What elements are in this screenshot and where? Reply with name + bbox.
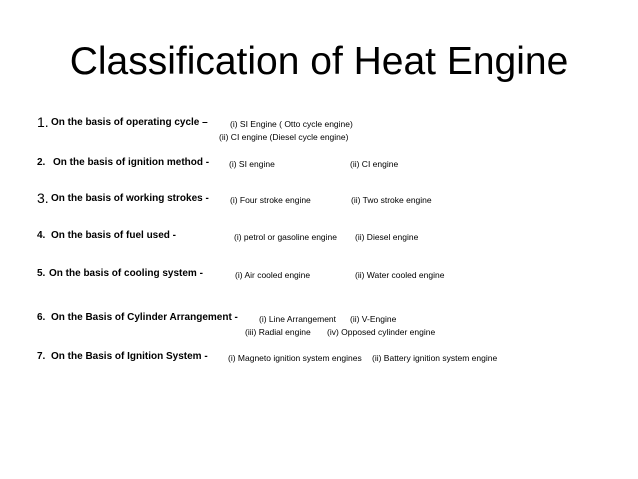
item-heading: On the basis of ignition method - xyxy=(53,157,210,168)
item-option: (i) SI engine xyxy=(229,159,275,169)
item-number: 5. xyxy=(37,268,46,279)
item-number: 7. xyxy=(37,351,46,362)
item-number: 3. xyxy=(37,190,49,206)
item-option: (i) Air cooled engine xyxy=(235,270,311,280)
item-option: (i) Four stroke engine xyxy=(230,195,311,205)
item-option: (ii) Two stroke engine xyxy=(351,195,432,205)
item-option: (ii) Water cooled engine xyxy=(355,270,445,280)
item-number: 2. xyxy=(37,157,46,168)
item-option: (ii) V-Engine xyxy=(350,314,397,324)
item-heading: On the basis of working strokes - xyxy=(51,193,209,204)
item-heading: On the basis of fuel used - xyxy=(51,230,177,241)
item-number: 6. xyxy=(37,312,46,323)
item-number: 1. xyxy=(37,114,49,130)
item-option: (ii) CI engine xyxy=(350,159,399,169)
item-heading: On the Basis of Ignition System - xyxy=(51,351,208,362)
item-number: 4. xyxy=(37,230,46,241)
item-option: (i) Magneto ignition system engines xyxy=(228,353,362,363)
item-option: (iii) Radial engine xyxy=(245,327,311,337)
item-option: (ii) CI engine (Diesel cycle engine) xyxy=(219,132,349,142)
item-heading: On the basis of operating cycle – xyxy=(51,117,208,128)
item-option: (i) petrol or gasoline engine xyxy=(234,232,338,242)
item-heading: On the basis of cooling system - xyxy=(49,268,203,279)
item-option: (i) Line Arrangement xyxy=(259,314,337,324)
page-title: Classification of Heat Engine xyxy=(69,40,569,83)
item-option: (i) SI Engine ( Otto cycle engine) xyxy=(230,119,353,129)
item-option: (ii) Battery ignition system engine xyxy=(372,353,498,363)
item-heading: On the Basis of Cylinder Arrangement - xyxy=(51,312,238,323)
item-option: (iv) Opposed cylinder engine xyxy=(327,327,436,337)
item-option: (ii) Diesel engine xyxy=(355,232,419,242)
